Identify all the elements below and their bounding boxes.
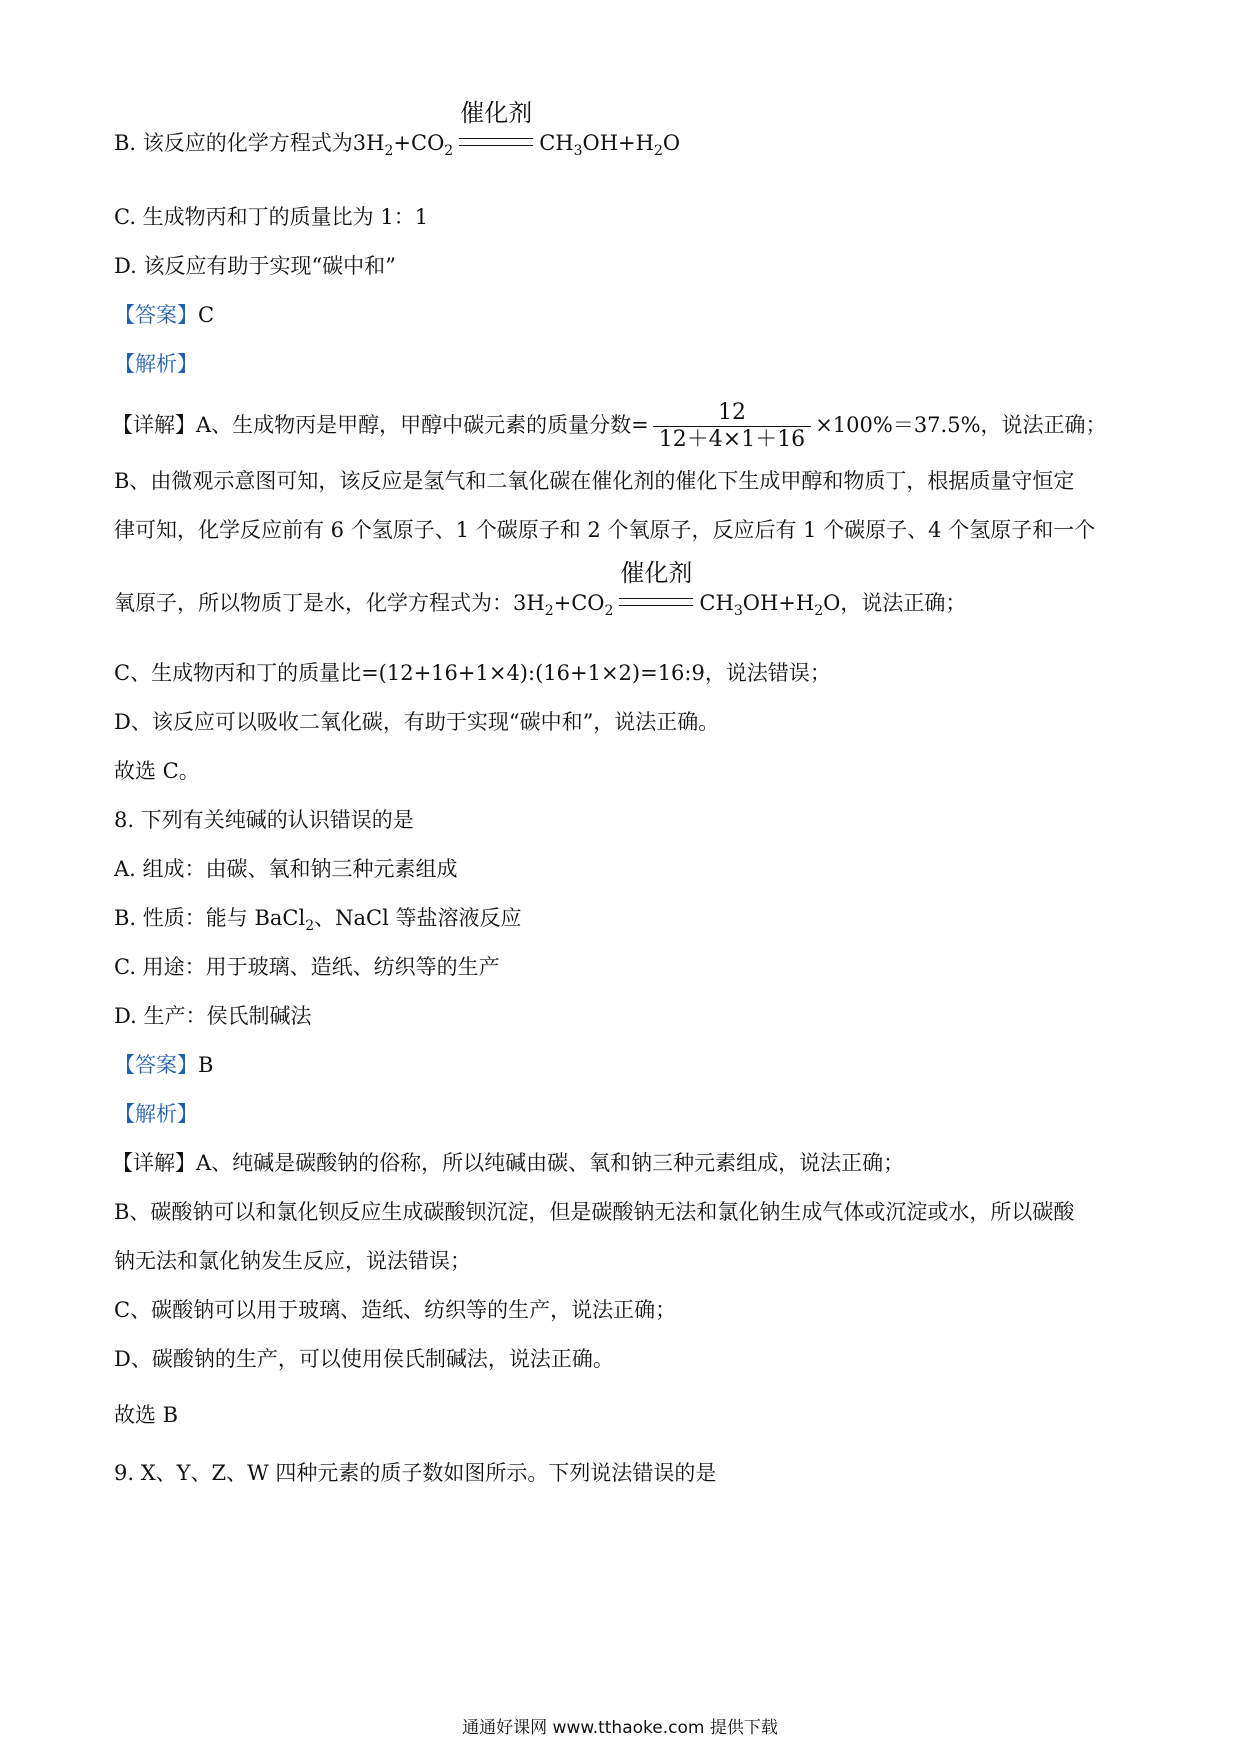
q8-detail-c: C、碳酸钠可以用于玻璃、造纸、纺织等的生产，说法正确；	[114, 1298, 677, 1322]
q7-option-b	[114, 99, 681, 166]
q7-conclusion: 故选 C。	[114, 759, 200, 783]
q7-detail-b-line1: B、由微观示意图可知，该反应是氢气和二氧化碳在催化剂的催化下生成甲醇和物质丁，根据质量守恒定	[114, 469, 1075, 493]
q7-option-b-text: B. 该反应的化学方程式为	[114, 131, 353, 155]
q7-detail-d: D、该反应可以吸收二氧化碳，有助于实现“碳中和”，说法正确。	[114, 710, 720, 734]
q8-option-a: A. 组成：由碳、氧和钠三种元素组成	[114, 857, 458, 881]
q7-option-d: D. 该反应有助于实现“碳中和”	[114, 254, 396, 278]
q8-analysis-label: 【解析】	[114, 1102, 198, 1126]
q8-detail-d: D、碳酸钠的生产，可以使用侯氏制碱法，说法正确。	[114, 1347, 614, 1371]
q7-detail-c: C、生成物丙和丁的质量比=(12+16+1×4):(16+1×2)=16:9，说法错误；	[114, 661, 831, 685]
answer-label: 【答案】	[114, 303, 198, 327]
q8-option-d: D. 生产：侯氏制碱法	[114, 1004, 312, 1028]
catalyst-label: 催化剂	[460, 99, 533, 127]
q8-question: 8. 下列有关纯碱的认识错误的是	[114, 808, 414, 832]
equation-left: $3H_2+CO_2$	[352, 131, 454, 159]
q9-question: 9. X、Y、Z、W 四种元素的质子数如图所示。下列说法错误的是	[114, 1461, 717, 1485]
detail-label: 【详解】	[112, 413, 196, 437]
q7-analysis-label: 【解析】	[114, 352, 198, 376]
q8-option-c: C. 用途：用于玻璃、造纸、纺织等的生产	[114, 955, 500, 979]
catalyst-label: 催化剂	[620, 559, 693, 587]
page-footer: 通通好课网 www.tthaoke.com 提供下载	[462, 1718, 778, 1738]
answer-value: C	[198, 303, 215, 327]
q7-detail-b-line2: 律可知，化学反应前有 6 个氢原子、1 个碳原子和 2 个氧原子，反应后有 1 个碳原子、4 个氢原子和一个	[114, 518, 1096, 542]
q8-conclusion: 故选 B	[114, 1403, 179, 1427]
reaction-arrow	[453, 99, 539, 158]
q8-detail-b-line1: B、碳酸钠可以和氯化钡反应生成碳酸钡沉淀，但是碳酸钠无法和氯化钠生成气体或沉淀或水，所以碳酸	[114, 1200, 1075, 1224]
equation-right: $CH_3OH+H_2O$	[539, 131, 681, 159]
detail-label: 【详解】	[112, 1151, 196, 1175]
q7-detail-b-line3: 氧原子，所以物质丁是水，化学方程式为：$3H_2+CO_2$ 催化剂 $CH_3OH+H_2O$，说法正确；	[114, 559, 967, 619]
answer-label: 【答案】	[114, 1053, 198, 1077]
q7-answer	[114, 300, 214, 330]
q8-answer	[114, 1050, 213, 1080]
q8-option-b: B. 性质：能与 BaCl$_2$、NaCl 等盐溶液反应	[114, 906, 522, 934]
equation-left: $3H_2+CO_2$	[513, 591, 614, 619]
q7-option-c: C. 生成物丙和丁的质量比为 1：1	[114, 205, 429, 229]
q8-detail-b-line2: 钠无法和氯化钠发生反应，说法错误；	[114, 1249, 471, 1273]
q7-detail-a: 【详解】A、生成物丙是甲醇，甲醇中碳元素的质量分数= $\frac{12}{12+4\times 1+16}$ ×100%＝37.5%，说法正确；	[112, 400, 1107, 452]
reaction-arrow	[613, 559, 699, 618]
equation-right: $CH_3OH+H_2O$	[699, 591, 841, 619]
mass-fraction: $\frac{12}{12+4\times 1+16}$	[653, 400, 811, 453]
q8-detail-a: 【详解】A、纯碱是碳酸钠的俗称，所以纯碱由碳、氧和钠三种元素组成，说法正确；	[112, 1151, 905, 1175]
answer-value: B	[198, 1053, 214, 1077]
